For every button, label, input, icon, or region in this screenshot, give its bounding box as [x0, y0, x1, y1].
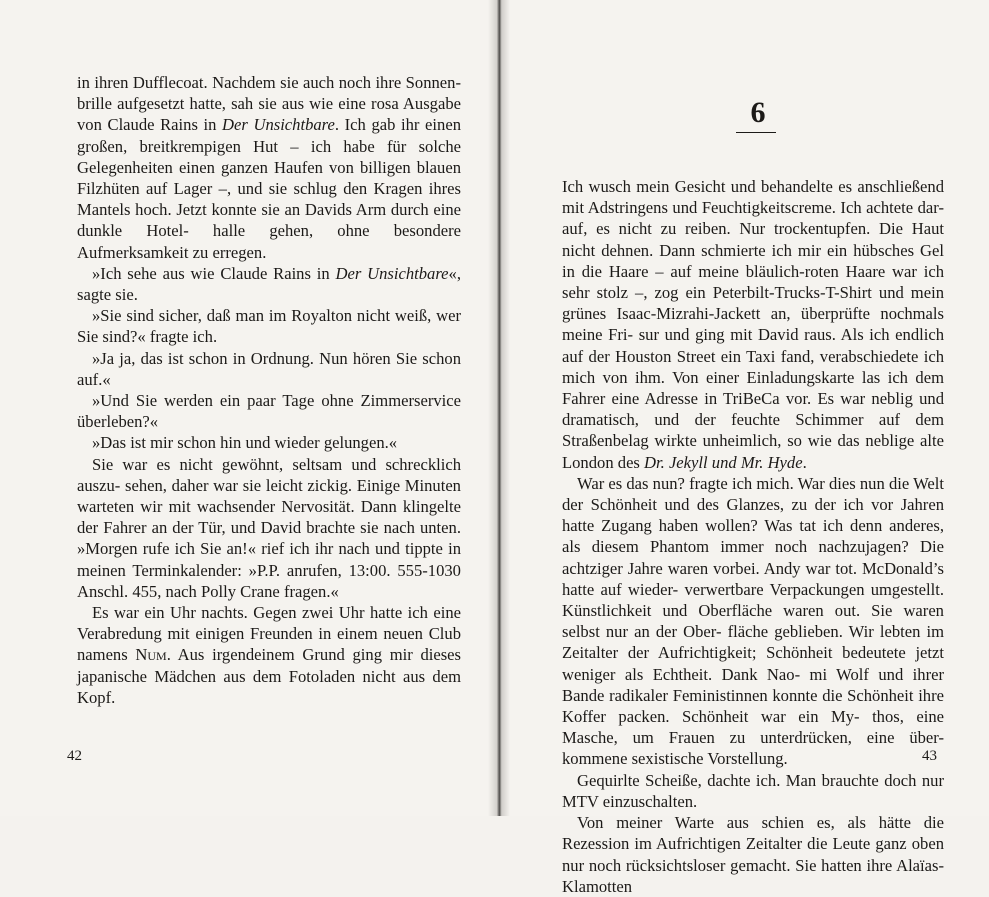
- book-gutter: [488, 0, 510, 816]
- page-number: 42: [67, 748, 82, 764]
- chapter-rule: [736, 132, 776, 133]
- paragraph: Gequirlte Scheiße, dachte ich. Man brauchte doch nur MTV einzuschalten.: [562, 770, 944, 811]
- paragraph: »Ja ja, das ist schon in Ordnung. Nun hören Sie schon auf.«: [77, 348, 461, 389]
- paragraph: Ich wusch mein Gesicht und behandelte es anschließend mit Adstringens und Feuchtigkeitscreme. Ich achtete dar- auf, es nicht zu reiben. Nur trockentupfen. Die Haut nicht dehnen. Dann schmierte ich mir ein hübsches Gel in die Haare – auf meine bläulich-roten Haare war ich sehr stolz –, zog ein Peterbilt-Trucks-T-Shirt und mein grünes Isaac-Mizrahi-Jackett an, überprüfte nochmals meine Fri- sur und ging mit David raus. Als ich endlich auf der Houston Street ein Taxi fand, verabschiedete ich mich von ihm. Von einer Einladungskarte las ich dem Fahrer eine Adresse in TriBeCa vor. Es war neblig und dramatisch, und der feuchte Schimmer auf dem Straßenbelag wirkte unheimlich, so wie das neblige alte London des Dr. Jekyll und Mr. Hyde.: [562, 177, 945, 472]
- chapter-number: 6: [750, 96, 766, 129]
- paragraph: War es das nun? fragte ich mich. War dies nun die Welt der Schönheit und des Glanzes, zu der ich vor Jahren hatte Zugang haben wollen? Was tat ich denn anderes, als diesem Phantom immer noch nachzujagen? Die achtziger Jahre waren vorbei. Andy war tot. McDonald’s hatte auf wieder- verwertbare Verpackungen umgestellt. Künstlichkeit und Oberfläche waren out. Sie waren selbst nur an der Ober- fläche geblieben. Wir lebten im Zeitalter der Aufrichtigkeit; Schönheit bedeutete jetzt weniger als Echtheit. Dank Nao- mi Wolf und ihrer Bande radikaler Feministinnen konnte die Schönheit ihre Koffer packen. Schönheit war ein My- thos, eine Masche, um Frauen zu unterdrücken, eine über- kommene sexistische Vorstellung.: [562, 473, 944, 769]
- paragraph: Von meiner Warte aus schien es, als hätte die Rezession im Aufrichtigen Zeitalter die Leute ganz oben nur noch rücksichtsloser gemacht. Sie hatten ihre Alaïas-Klamotten: [562, 813, 945, 896]
- paragraph: »Ich sehe aus wie Claude Rains in Der Unsichtbare«, sagte sie.: [77, 263, 461, 305]
- paragraph: »Sie sind sicher, daß man im Royalton nicht weiß, wer Sie sind?« fragte ich.: [77, 306, 461, 347]
- left-page-text: [77, 72, 461, 708]
- paragraph: in ihren Dufflecoat. Nachdem sie auch noch ihre Sonnen- brille aufgesetzt hatte, sah sie aus wie eine rosa Ausgabe von Claude Rains in Der Unsichtbare. Ich gab ihr einen großen, breitkrempigen Hut – ich habe für solche Gelegenheiten einen ganzen Haufen von billigen blauen Filzhüten auf Lager –, und sie schlug den Kragen ihres Mantels hoch. Jetzt konnte sie an Davids Arm durch eine dunkle Hotel- halle gehen, ohne besondere Aufmerksamkeit zu erregen.: [77, 73, 461, 262]
- paragraph: »Und Sie werden ein paar Tage ohne Zimmerservice überleben?«: [77, 391, 461, 432]
- right-page-text: [562, 176, 944, 897]
- paragraph: Sie war es nicht gewöhnt, seltsam und schrecklich auszu- sehen, daher war sie leicht zickig. Einige Minuten warteten wir mit wachsender Nervosität. Dann klingelte der Fahrer an der Tür, und David brachte sie nach unten. »Morgen rufe ich Sie an!« rief ich ihr nach und tippte in meinen Terminkalender: »P.P. anrufen, 13:00. 555-1030 Anschl. 455, nach Polly Crane fragen.«: [77, 454, 461, 601]
- paragraph: Es war ein Uhr nachts. Gegen zwei Uhr hatte ich eine Verabredung mit einigen Freunden in einem neuen Club namens Num. Aus irgendeinem Grund ging mir dieses japanische Mädchen aus dem Fotoladen nicht aus dem Kopf.: [77, 603, 461, 707]
- page-number: 43: [922, 748, 937, 764]
- paragraph: »Das ist mir schon hin und wieder gelungen.«: [92, 433, 398, 453]
